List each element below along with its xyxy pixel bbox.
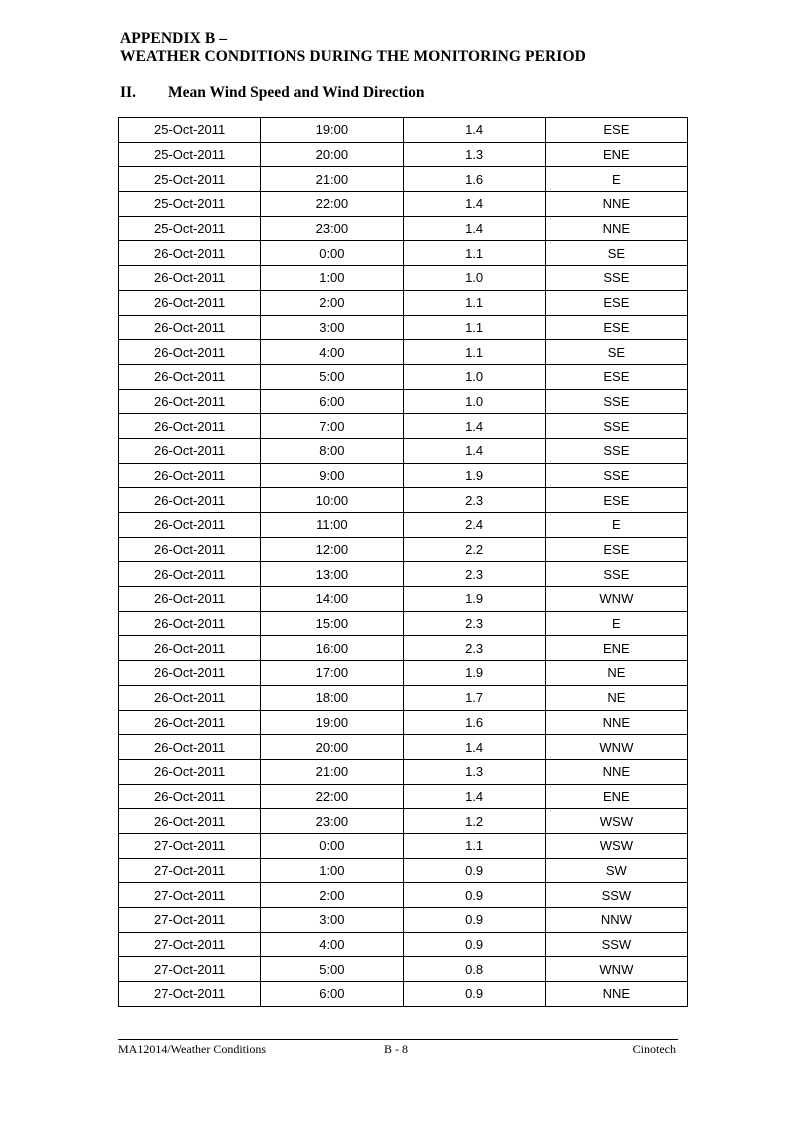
- table-row: [119, 192, 688, 217]
- cell-date: 25-Oct-2011: [119, 216, 261, 241]
- cell-date: 26-Oct-2011: [119, 784, 261, 809]
- cell-time: 12:00: [261, 537, 403, 562]
- cell-wind-direction: ESE: [545, 118, 687, 143]
- table-row: [119, 389, 688, 414]
- cell-time: 20:00: [261, 735, 403, 760]
- cell-wind-speed: 1.9: [403, 587, 545, 612]
- cell-wind-speed: 1.9: [403, 661, 545, 686]
- cell-wind-direction: SSE: [545, 438, 687, 463]
- cell-wind-speed: 1.4: [403, 438, 545, 463]
- cell-wind-direction: ENE: [545, 142, 687, 167]
- section-number: II.: [120, 84, 136, 101]
- table-row: [119, 537, 688, 562]
- cell-date: 27-Oct-2011: [119, 908, 261, 933]
- cell-wind-direction: WNW: [545, 735, 687, 760]
- cell-date: 26-Oct-2011: [119, 636, 261, 661]
- cell-wind-direction: NNE: [545, 759, 687, 784]
- table-row: [119, 710, 688, 735]
- table-row: [119, 266, 688, 291]
- cell-date: 27-Oct-2011: [119, 883, 261, 908]
- cell-wind-speed: 1.7: [403, 685, 545, 710]
- cell-wind-speed: 0.9: [403, 908, 545, 933]
- cell-date: 26-Oct-2011: [119, 611, 261, 636]
- cell-wind-direction: SE: [545, 340, 687, 365]
- cell-time: 6:00: [261, 982, 403, 1007]
- cell-wind-direction: SSW: [545, 932, 687, 957]
- cell-date: 25-Oct-2011: [119, 118, 261, 143]
- cell-time: 11:00: [261, 513, 403, 538]
- table-row: [119, 438, 688, 463]
- cell-time: 9:00: [261, 463, 403, 488]
- table-row: [119, 611, 688, 636]
- cell-time: 8:00: [261, 438, 403, 463]
- cell-wind-direction: WSW: [545, 833, 687, 858]
- cell-wind-direction: WNW: [545, 957, 687, 982]
- cell-wind-direction: ENE: [545, 636, 687, 661]
- table-row: [119, 685, 688, 710]
- page-footer: [118, 1042, 676, 1058]
- cell-time: 6:00: [261, 389, 403, 414]
- appendix-subtitle: WEATHER CONDITIONS DURING THE MONITORING PERIOD: [120, 48, 586, 65]
- cell-wind-speed: 1.4: [403, 118, 545, 143]
- cell-time: 13:00: [261, 562, 403, 587]
- cell-date: 26-Oct-2011: [119, 685, 261, 710]
- table-row: [119, 908, 688, 933]
- cell-date: 26-Oct-2011: [119, 389, 261, 414]
- table-row: [119, 587, 688, 612]
- cell-wind-direction: ESE: [545, 488, 687, 513]
- footer-divider: [118, 1039, 678, 1040]
- cell-wind-direction: WNW: [545, 587, 687, 612]
- cell-time: 1:00: [261, 858, 403, 883]
- cell-wind-speed: 1.2: [403, 809, 545, 834]
- cell-wind-speed: 0.9: [403, 883, 545, 908]
- cell-wind-direction: SE: [545, 241, 687, 266]
- table-row: [119, 118, 688, 143]
- table-row: [119, 463, 688, 488]
- cell-wind-speed: 2.3: [403, 636, 545, 661]
- table-row: [119, 216, 688, 241]
- cell-wind-speed: 1.4: [403, 216, 545, 241]
- cell-wind-speed: 1.1: [403, 315, 545, 340]
- cell-wind-speed: 1.6: [403, 710, 545, 735]
- table-row: [119, 636, 688, 661]
- cell-date: 26-Oct-2011: [119, 340, 261, 365]
- cell-time: 18:00: [261, 685, 403, 710]
- cell-wind-speed: 2.3: [403, 562, 545, 587]
- cell-wind-direction: ESE: [545, 290, 687, 315]
- cell-wind-direction: SW: [545, 858, 687, 883]
- cell-time: 2:00: [261, 883, 403, 908]
- cell-time: 1:00: [261, 266, 403, 291]
- cell-time: 5:00: [261, 364, 403, 389]
- cell-wind-speed: 1.1: [403, 290, 545, 315]
- cell-wind-speed: 2.4: [403, 513, 545, 538]
- cell-wind-speed: 0.9: [403, 858, 545, 883]
- cell-wind-direction: E: [545, 167, 687, 192]
- cell-date: 26-Oct-2011: [119, 809, 261, 834]
- table-row: [119, 833, 688, 858]
- section-heading: [120, 84, 425, 102]
- cell-wind-direction: ESE: [545, 364, 687, 389]
- cell-time: 22:00: [261, 784, 403, 809]
- cell-date: 25-Oct-2011: [119, 192, 261, 217]
- cell-time: 23:00: [261, 216, 403, 241]
- cell-date: 26-Oct-2011: [119, 290, 261, 315]
- cell-date: 26-Oct-2011: [119, 315, 261, 340]
- cell-time: 21:00: [261, 167, 403, 192]
- cell-date: 26-Oct-2011: [119, 266, 261, 291]
- table-row: [119, 562, 688, 587]
- cell-date: 26-Oct-2011: [119, 537, 261, 562]
- cell-wind-speed: 2.3: [403, 488, 545, 513]
- wind-data-table-body: [119, 118, 688, 1007]
- footer-document-ref: MA12014/Weather Conditions: [118, 1042, 267, 1056]
- wind-data-table: [118, 117, 688, 1007]
- cell-wind-direction: ESE: [545, 537, 687, 562]
- table-row: [119, 340, 688, 365]
- cell-wind-speed: 1.0: [403, 364, 545, 389]
- cell-date: 26-Oct-2011: [119, 562, 261, 587]
- cell-date: 27-Oct-2011: [119, 982, 261, 1007]
- cell-wind-direction: NE: [545, 685, 687, 710]
- cell-time: 14:00: [261, 587, 403, 612]
- cell-date: 25-Oct-2011: [119, 167, 261, 192]
- cell-wind-speed: 1.3: [403, 759, 545, 784]
- cell-wind-speed: 1.4: [403, 735, 545, 760]
- cell-wind-direction: WSW: [545, 809, 687, 834]
- appendix-title: APPENDIX B –: [120, 30, 228, 47]
- cell-wind-direction: SSE: [545, 414, 687, 439]
- cell-wind-speed: 1.6: [403, 167, 545, 192]
- table-row: [119, 784, 688, 809]
- table-row: [119, 241, 688, 266]
- table-row: [119, 290, 688, 315]
- cell-date: 27-Oct-2011: [119, 957, 261, 982]
- cell-wind-direction: SSE: [545, 562, 687, 587]
- cell-wind-speed: 0.8: [403, 957, 545, 982]
- cell-date: 26-Oct-2011: [119, 661, 261, 686]
- cell-wind-speed: 1.0: [403, 389, 545, 414]
- cell-wind-speed: 1.1: [403, 241, 545, 266]
- cell-date: 26-Oct-2011: [119, 759, 261, 784]
- cell-date: 26-Oct-2011: [119, 513, 261, 538]
- cell-wind-speed: 0.9: [403, 982, 545, 1007]
- cell-time: 10:00: [261, 488, 403, 513]
- cell-time: 0:00: [261, 241, 403, 266]
- cell-date: 26-Oct-2011: [119, 710, 261, 735]
- cell-wind-direction: NNE: [545, 982, 687, 1007]
- cell-wind-direction: NNE: [545, 216, 687, 241]
- section-title: Mean Wind Speed and Wind Direction: [168, 84, 425, 101]
- cell-date: 26-Oct-2011: [119, 438, 261, 463]
- cell-time: 17:00: [261, 661, 403, 686]
- table-row: [119, 883, 688, 908]
- table-row: [119, 957, 688, 982]
- table-row: [119, 315, 688, 340]
- cell-wind-direction: SSE: [545, 463, 687, 488]
- cell-date: 26-Oct-2011: [119, 488, 261, 513]
- table-row: [119, 809, 688, 834]
- cell-date: 25-Oct-2011: [119, 142, 261, 167]
- cell-time: 20:00: [261, 142, 403, 167]
- table-row: [119, 513, 688, 538]
- table-row: [119, 932, 688, 957]
- table-row: [119, 759, 688, 784]
- cell-time: 3:00: [261, 315, 403, 340]
- table-row: [119, 414, 688, 439]
- cell-time: 16:00: [261, 636, 403, 661]
- cell-wind-direction: E: [545, 611, 687, 636]
- cell-time: 2:00: [261, 290, 403, 315]
- cell-wind-speed: 1.0: [403, 266, 545, 291]
- table-row: [119, 142, 688, 167]
- table-row: [119, 661, 688, 686]
- cell-time: 22:00: [261, 192, 403, 217]
- cell-date: 26-Oct-2011: [119, 364, 261, 389]
- cell-wind-speed: 0.9: [403, 932, 545, 957]
- cell-wind-speed: 1.3: [403, 142, 545, 167]
- cell-wind-speed: 1.4: [403, 784, 545, 809]
- cell-time: 21:00: [261, 759, 403, 784]
- cell-wind-direction: SSW: [545, 883, 687, 908]
- cell-time: 3:00: [261, 908, 403, 933]
- cell-wind-speed: 2.3: [403, 611, 545, 636]
- cell-date: 26-Oct-2011: [119, 241, 261, 266]
- footer-company: Cinotech: [632, 1042, 676, 1056]
- cell-time: 4:00: [261, 340, 403, 365]
- cell-wind-speed: 1.9: [403, 463, 545, 488]
- table-row: [119, 364, 688, 389]
- cell-time: 23:00: [261, 809, 403, 834]
- table-row: [119, 167, 688, 192]
- cell-time: 15:00: [261, 611, 403, 636]
- cell-wind-speed: 1.1: [403, 833, 545, 858]
- cell-date: 26-Oct-2011: [119, 587, 261, 612]
- cell-wind-direction: NNE: [545, 710, 687, 735]
- cell-time: 19:00: [261, 710, 403, 735]
- cell-date: 26-Oct-2011: [119, 414, 261, 439]
- cell-wind-speed: 1.4: [403, 192, 545, 217]
- table-row: [119, 982, 688, 1007]
- cell-time: 0:00: [261, 833, 403, 858]
- cell-wind-speed: 1.4: [403, 414, 545, 439]
- table-row: [119, 858, 688, 883]
- cell-wind-speed: 2.2: [403, 537, 545, 562]
- cell-date: 27-Oct-2011: [119, 858, 261, 883]
- footer-page-number: B - 8: [384, 1042, 408, 1056]
- cell-wind-direction: ESE: [545, 315, 687, 340]
- table-row: [119, 488, 688, 513]
- cell-wind-direction: NE: [545, 661, 687, 686]
- appendix-header: [120, 30, 586, 66]
- cell-date: 26-Oct-2011: [119, 735, 261, 760]
- cell-time: 5:00: [261, 957, 403, 982]
- cell-wind-direction: SSE: [545, 389, 687, 414]
- cell-wind-speed: 1.1: [403, 340, 545, 365]
- cell-wind-direction: NNW: [545, 908, 687, 933]
- cell-time: 7:00: [261, 414, 403, 439]
- cell-wind-direction: SSE: [545, 266, 687, 291]
- cell-wind-direction: NNE: [545, 192, 687, 217]
- cell-time: 19:00: [261, 118, 403, 143]
- cell-wind-direction: ENE: [545, 784, 687, 809]
- cell-time: 4:00: [261, 932, 403, 957]
- cell-date: 26-Oct-2011: [119, 463, 261, 488]
- cell-date: 27-Oct-2011: [119, 932, 261, 957]
- table-row: [119, 735, 688, 760]
- cell-date: 27-Oct-2011: [119, 833, 261, 858]
- cell-wind-direction: E: [545, 513, 687, 538]
